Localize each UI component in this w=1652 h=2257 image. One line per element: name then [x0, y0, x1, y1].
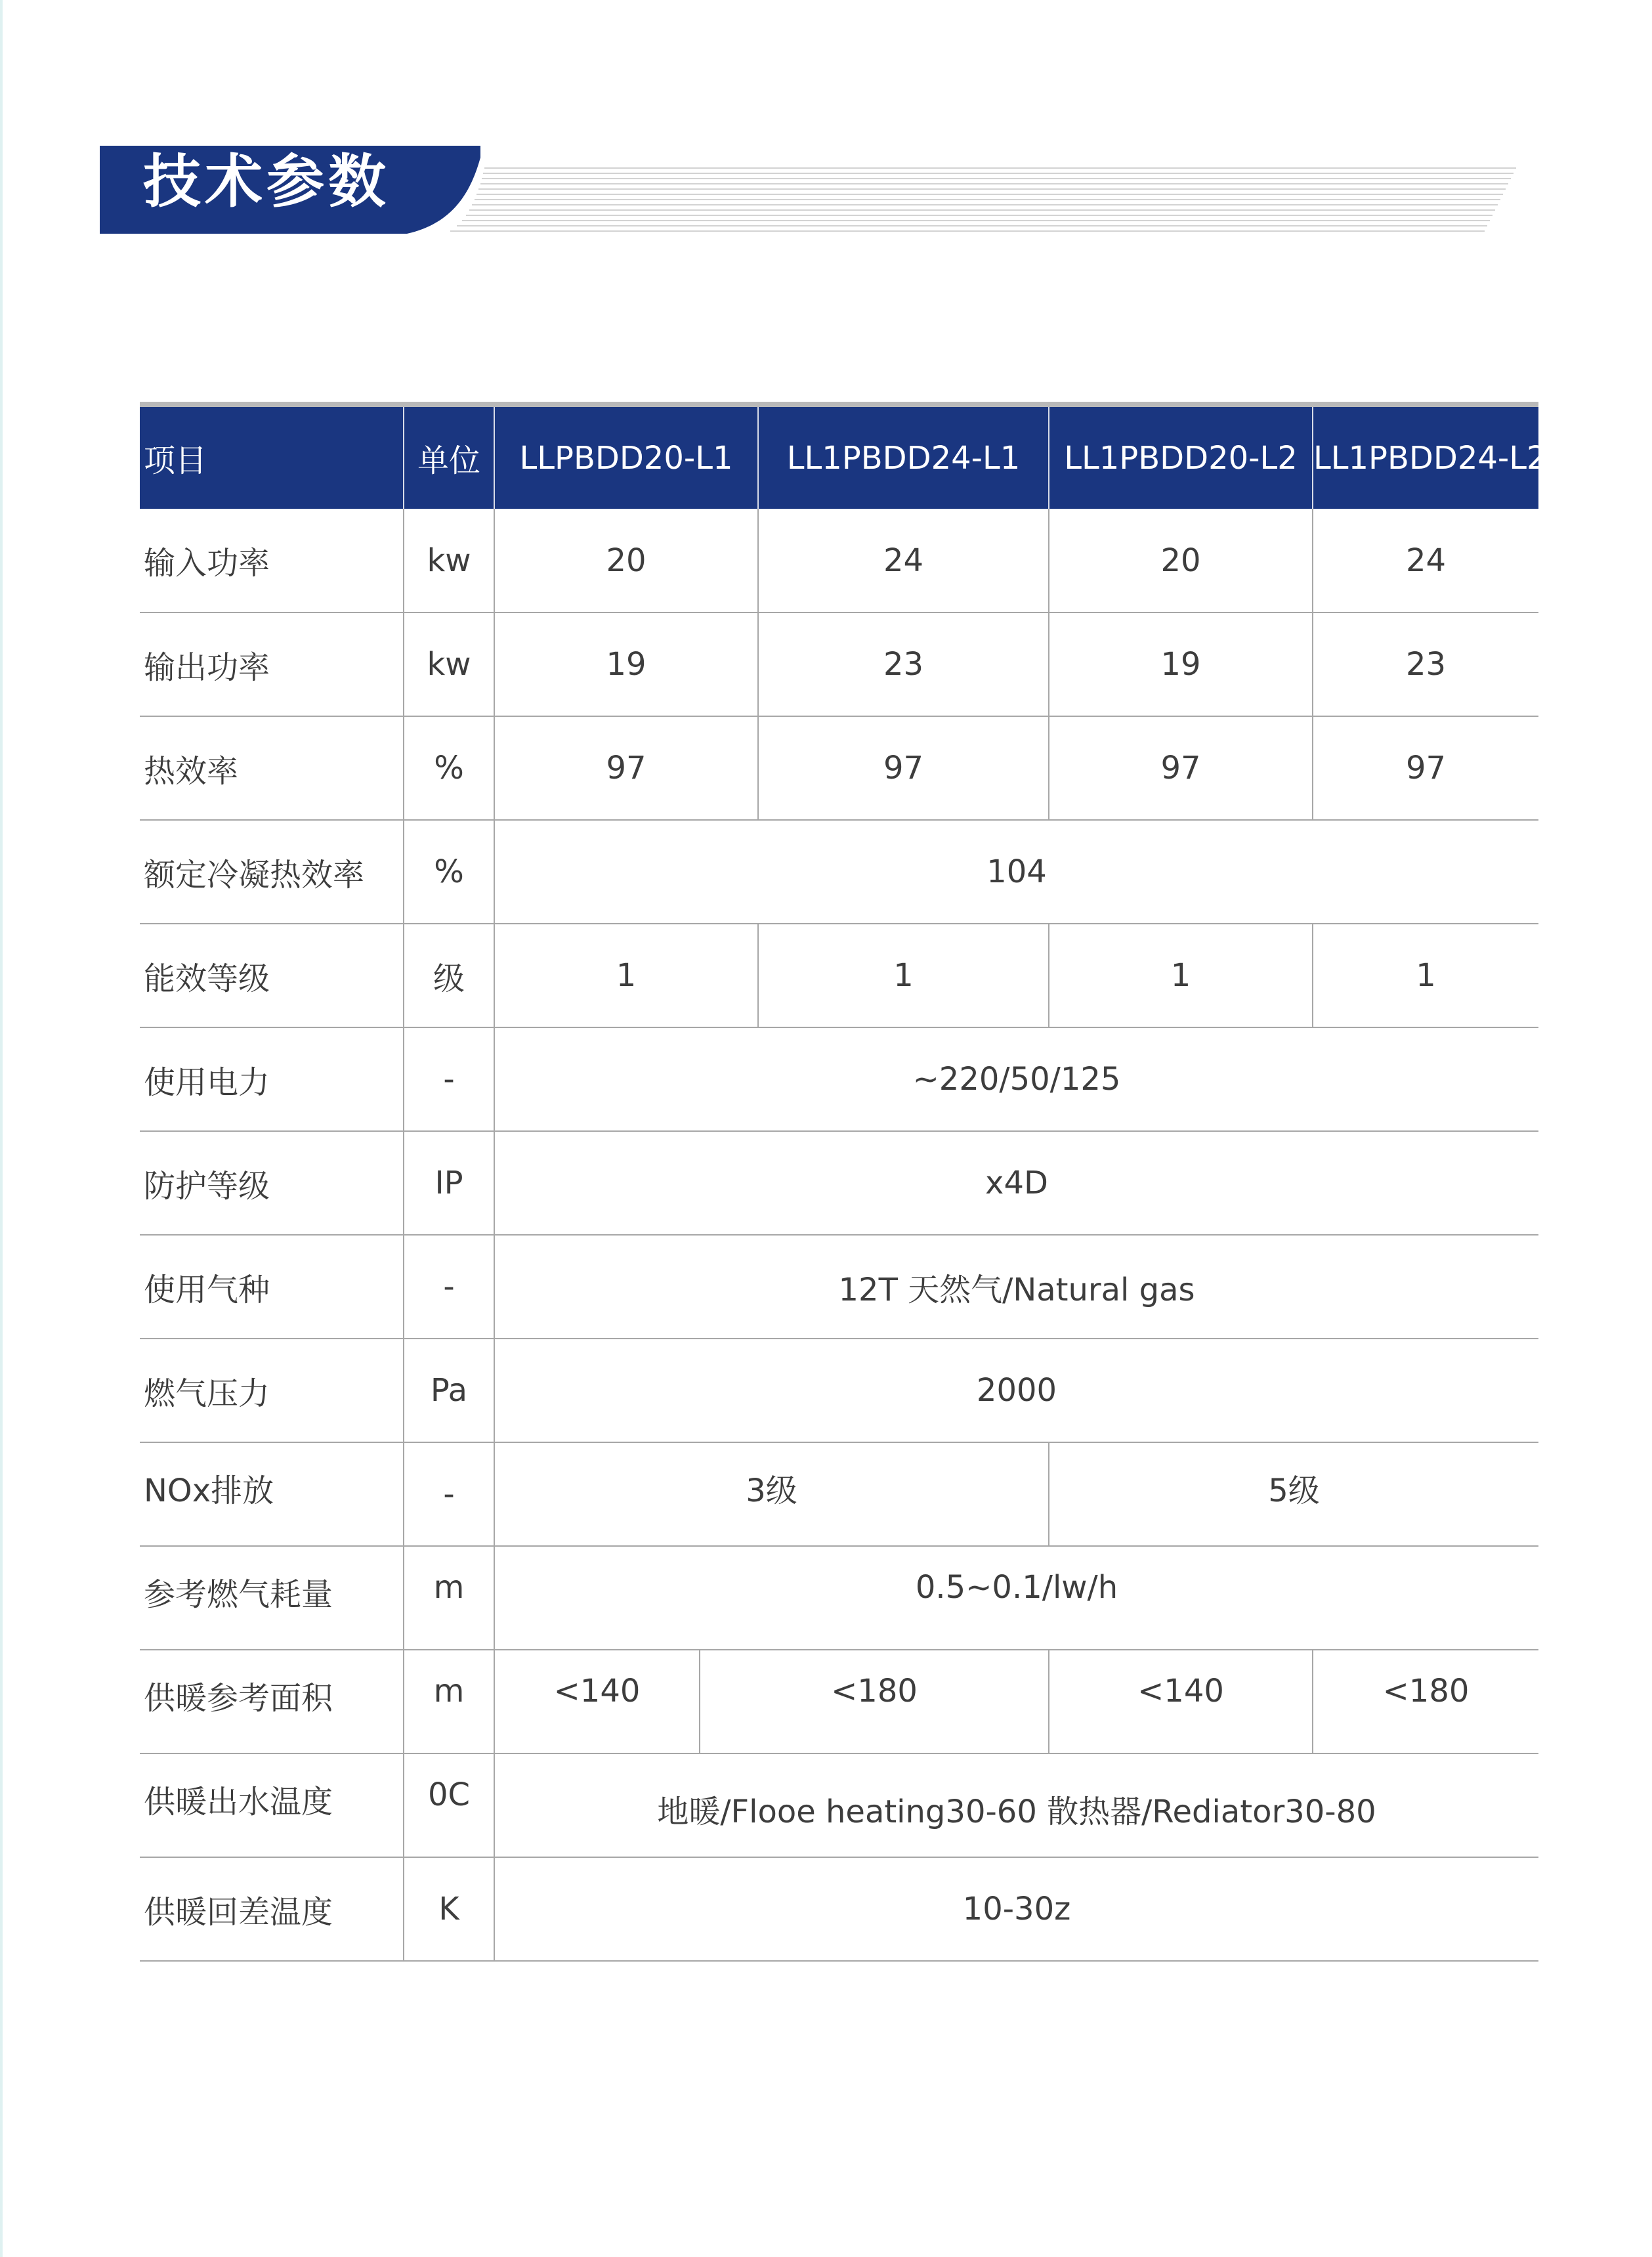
cell-value: 1: [1313, 924, 1538, 1027]
row-label: 供暖回差温度: [144, 1893, 333, 1931]
row-label: 使用气种: [144, 1271, 270, 1308]
row-unit: -: [404, 1442, 494, 1546]
table-row: [140, 1650, 1538, 1753]
cell-value: <140: [1049, 1650, 1313, 1753]
table-top-rule: [140, 402, 1538, 407]
row-unit: -: [404, 1235, 494, 1339]
header-model-1: LLPBDD20-L1: [494, 407, 758, 509]
row-label: 参考燃气耗量: [144, 1576, 333, 1613]
row-unit: kw: [404, 613, 494, 716]
row-label: 输出功率: [144, 649, 270, 686]
cell-value: 97: [1049, 716, 1313, 820]
header-unit: 单位: [404, 407, 494, 509]
table-row: [140, 1027, 1538, 1131]
row-label: 供暖参考面积: [144, 1680, 333, 1717]
row-unit: %: [404, 716, 494, 820]
cell-value: 5级: [1049, 1442, 1538, 1546]
cell-value: x4D: [494, 1131, 1538, 1235]
table-row: [140, 716, 1538, 820]
table-header-row: [140, 407, 1538, 509]
row-label: 热效率: [144, 752, 239, 790]
row-label: 能效等级: [144, 960, 270, 997]
decorative-stripes: [450, 168, 1516, 231]
row-unit: 级: [404, 924, 494, 1027]
row-unit: m: [404, 1546, 494, 1650]
row-label: 供暖出水温度: [144, 1784, 333, 1820]
cell-value: <180: [700, 1650, 1049, 1753]
table-row: [140, 613, 1538, 716]
cell-value: 1: [494, 924, 758, 1027]
cell-value: 104: [494, 820, 1538, 924]
header-model-2: LL1PBDD24-L1: [758, 407, 1049, 509]
page-edge-line: [0, 0, 3, 2257]
table-row: [140, 1442, 1538, 1546]
row-label: 防护等级: [144, 1167, 270, 1205]
cell-value: ~220/50/125: [494, 1027, 1538, 1131]
section-header: [0, 0, 1652, 263]
row-label: 额定冷凝热效率: [144, 856, 365, 893]
row-label: 输入功率: [144, 545, 270, 582]
cell-value: 97: [758, 716, 1049, 820]
cell-value: <140: [494, 1650, 700, 1753]
header-model-3: LL1PBDD20-L2: [1049, 407, 1313, 509]
table-row: [140, 1235, 1538, 1339]
cell-value: 97: [494, 716, 758, 820]
cell-value: <180: [1313, 1650, 1538, 1753]
cell-value: 24: [1313, 509, 1538, 613]
row-unit: K: [404, 1857, 494, 1961]
spec-table: [140, 407, 1547, 1962]
cell-value: 19: [494, 613, 758, 716]
cell-value: 24: [758, 509, 1049, 613]
table-row: [140, 1546, 1538, 1650]
row-unit: IP: [404, 1131, 494, 1235]
table-row: [140, 1857, 1538, 1961]
table-row: [140, 1753, 1538, 1857]
cell-value: 20: [494, 509, 758, 613]
section-header-graphic: [0, 0, 1652, 263]
cell-value: 地暖/Flooe heating30-60 散热器/Rediator30-80: [494, 1753, 1538, 1857]
cell-value: 12T 天然气/Natural gas: [494, 1235, 1538, 1339]
cell-value: 2000: [494, 1339, 1538, 1442]
cell-value: 97: [1313, 716, 1538, 820]
cell-value: 19: [1049, 613, 1313, 716]
table-row: [140, 1339, 1538, 1442]
page-title: 技术参数: [143, 148, 391, 215]
table-row: [140, 1131, 1538, 1235]
table-row: [140, 820, 1538, 924]
spec-table-container: [140, 402, 1547, 1962]
cell-value: 23: [1313, 613, 1538, 716]
cell-value: 23: [758, 613, 1049, 716]
cell-value: 3级: [494, 1442, 1049, 1546]
row-unit: kw: [404, 509, 494, 613]
row-unit: -: [404, 1027, 494, 1131]
cell-value: 20: [1049, 509, 1313, 613]
cell-value: 1: [758, 924, 1049, 1027]
row-unit: 0C: [404, 1753, 494, 1857]
row-unit: m: [404, 1650, 494, 1753]
header-model-4: LL1PBDD24-L2: [1313, 407, 1538, 509]
table-row: [140, 924, 1538, 1027]
header-item: 项目: [144, 442, 207, 479]
cell-value: 10-30z: [494, 1857, 1538, 1961]
row-label: NOx排放: [144, 1472, 274, 1509]
row-label: 使用电力: [144, 1064, 270, 1101]
cell-value: 1: [1049, 924, 1313, 1027]
row-label: 燃气压力: [144, 1375, 270, 1412]
row-unit: Pa: [404, 1339, 494, 1442]
table-row: [140, 509, 1538, 613]
row-unit: %: [404, 820, 494, 924]
cell-value: 0.5~0.1/lw/h: [494, 1546, 1538, 1650]
